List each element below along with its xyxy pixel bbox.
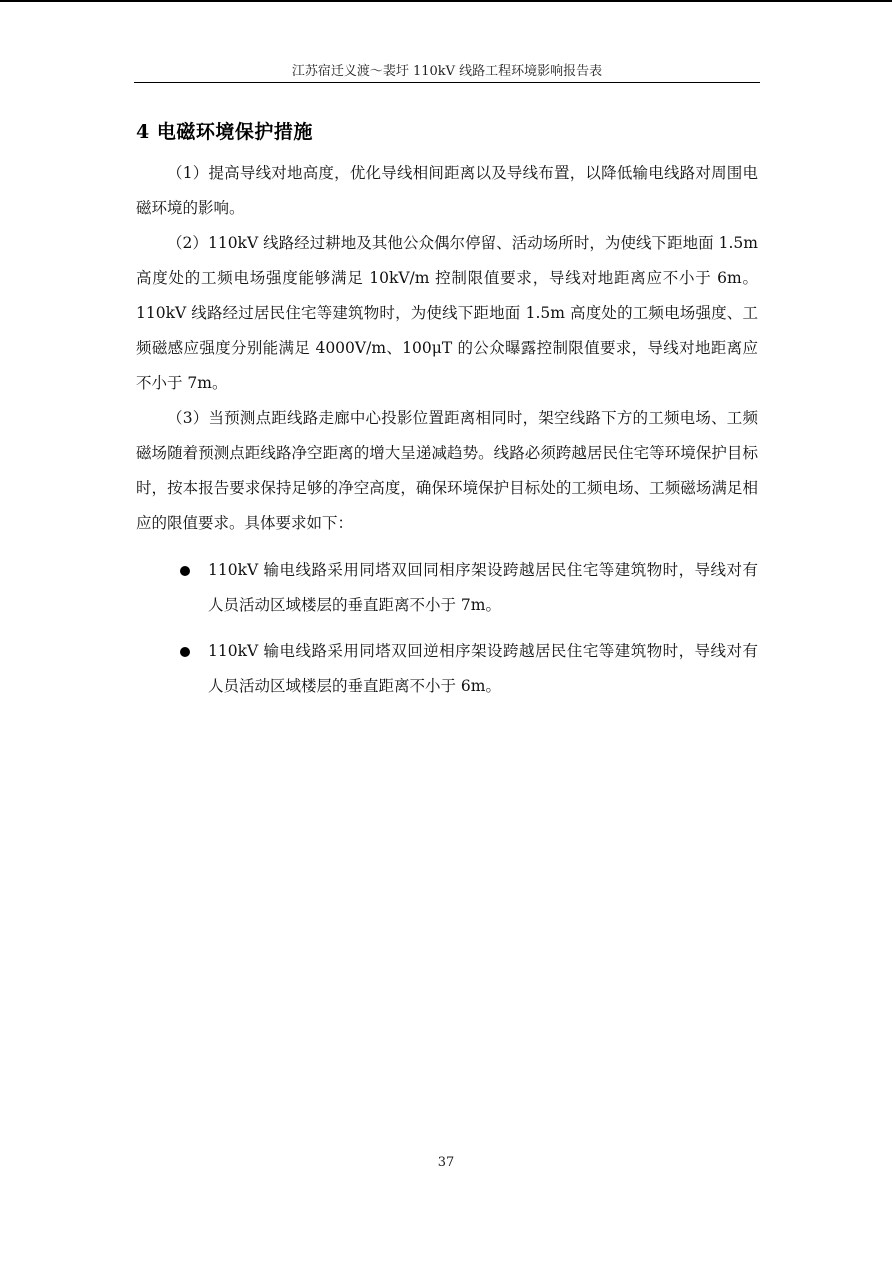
bullet-dot-icon: [180, 566, 190, 576]
bullet-dot-icon: [180, 647, 190, 657]
paragraph-2: （2）110kV 线路经过耕地及其他公众偶尔停留、活动场所时，为使线下距地面 1.5m 高度处的工频电场强度能够满足 10kV/m 控制限值要求，导线对地距离应不小于 6m。110kV 线路经过居民住宅等建筑物时，为使线下距地面 1.5m 高度处的工频电场强度、工频磁感应强度分别能满足 4000V/m、100μT 的公众曝露控制限值要求，导线对地距离应不小于 7m。: [136, 234, 758, 392]
header-rule: [134, 82, 760, 83]
document-body: [136, 156, 758, 715]
page-number: 37: [437, 1155, 455, 1170]
list-item-text: 110kV 输电线路采用同塔双回逆相序架设跨越居民住宅等建筑物时，导线对有人员活动区域楼层的垂直距离不小于 6m。: [208, 642, 758, 695]
page-top-border: [0, 0, 892, 2]
requirements-list: [136, 553, 758, 704]
running-header: 江苏宿迁义渡～裴圩 110kV 线路工程环境影响报告表: [291, 64, 603, 79]
list-item-text: 110kV 输电线路采用同塔双回同相序架设跨越居民住宅等建筑物时，导线对有人员活动区域楼层的垂直距离不小于 7m。: [208, 561, 758, 614]
list-item: [136, 634, 758, 704]
section-title: 4 电磁环境保护措施: [136, 121, 313, 143]
paragraph-3: （3）当预测点距线路走廊中心投影位置距离相同时，架空线路下方的工频电场、工频磁场随着预测点距线路净空距离的增大呈递减趋势。线路必须跨越居民住宅等环境保护目标时，按本报告要求保持足够的净空高度，确保环境保护目标处的工频电场、工频磁场满足相应的限值要求。具体要求如下：: [136, 409, 758, 532]
paragraph-1: （1）提高导线对地高度，优化导线相间距离以及导线布置，以降低输电线路对周围电磁环境的影响。: [136, 164, 758, 217]
list-item: [136, 553, 758, 623]
